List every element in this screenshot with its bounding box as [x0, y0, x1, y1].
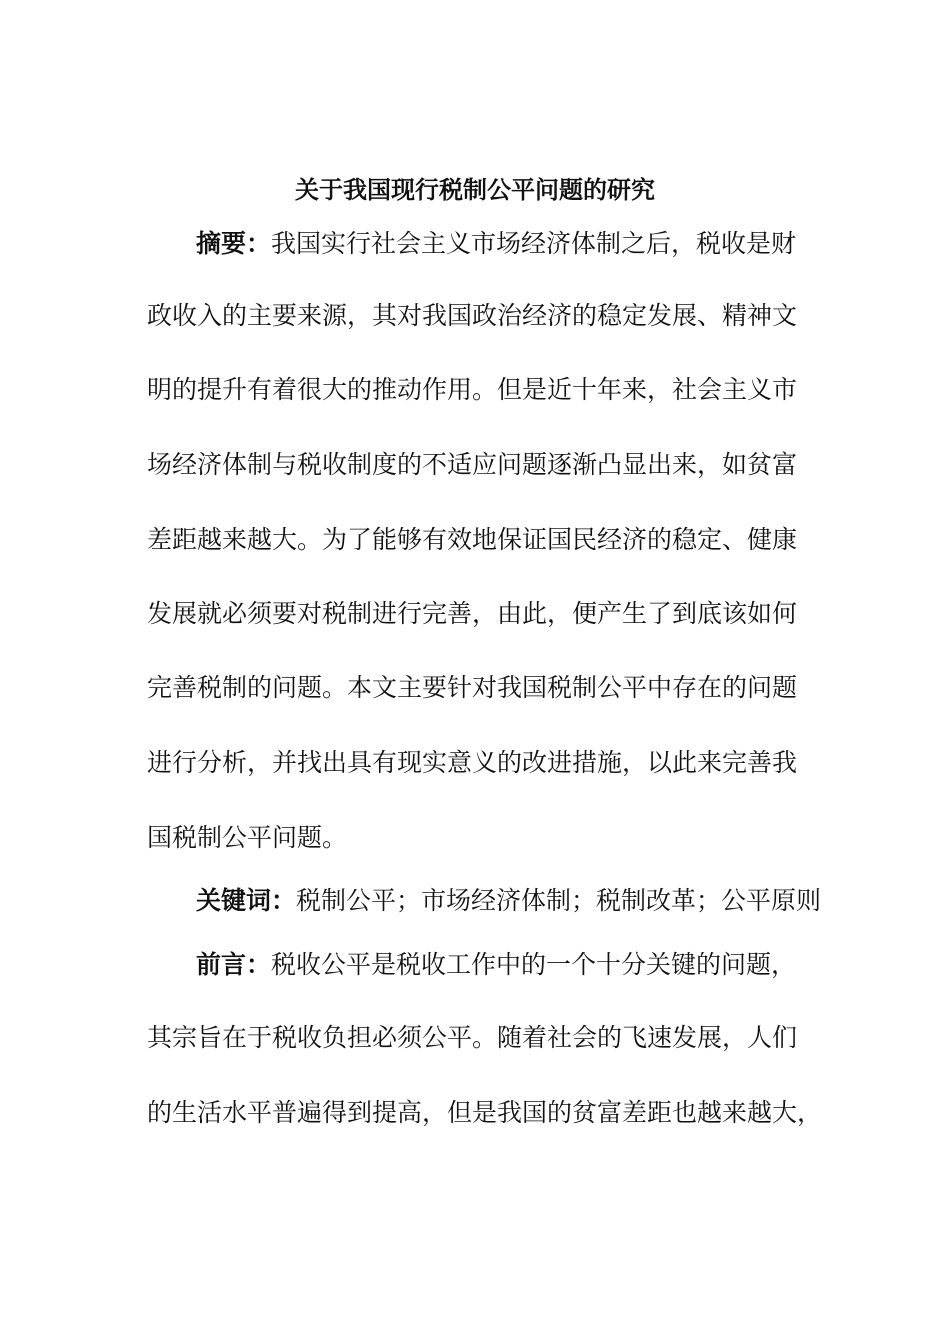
abstract-line-5: 差距越来越大。为了能够有效地保证国民经济的稳定、健康 [147, 525, 798, 554]
keywords-label: 关键词： [196, 886, 297, 915]
abstract-label: 摘要： [196, 229, 272, 258]
abstract-line-9: 国税制公平问题。 [147, 823, 348, 852]
preface-text: 税收公平是税收工作中的一个十分关键的问题， [271, 950, 797, 979]
abstract-line-7: 完善税制的问题。本文主要针对我国税制公平中存在的问题 [147, 673, 798, 702]
abstract-line-6: 发展就必须要对税制进行完善，由此，便产生了到底该如何 [147, 599, 798, 628]
preface-line-1 [196, 947, 796, 983]
document-title: 关于我国现行税制公平问题的研究 [295, 175, 655, 204]
keywords-line [196, 883, 821, 919]
preface-line-3: 的生活水平普遍得到提高，但是我国的贫富差距也越来越大， [147, 1098, 823, 1127]
abstract-line-3: 明的提升有着很大的推动作用。但是近十年来，社会主义市 [147, 375, 798, 404]
preface-label: 前言： [196, 950, 272, 979]
preface-line-2: 其宗旨在于税收负担必须公平。随着社会的飞速发展，人们 [147, 1023, 798, 1052]
abstract-line-2: 政收入的主要来源，其对我国政治经济的稳定发展、精神文 [147, 301, 798, 330]
keywords-text: 税制公平；市场经济体制；税制改革；公平原则 [296, 886, 822, 915]
abstract-line-4: 场经济体制与税收制度的不适应问题逐渐凸显出来，如贫富 [147, 450, 798, 479]
abstract-line-8: 进行分析，并找出具有现实意义的改进措施，以此来完善我 [147, 748, 798, 777]
abstract-line-1 [196, 226, 796, 262]
abstract-text: 我国实行社会主义市场经济体制之后，税收是财 [271, 229, 797, 258]
